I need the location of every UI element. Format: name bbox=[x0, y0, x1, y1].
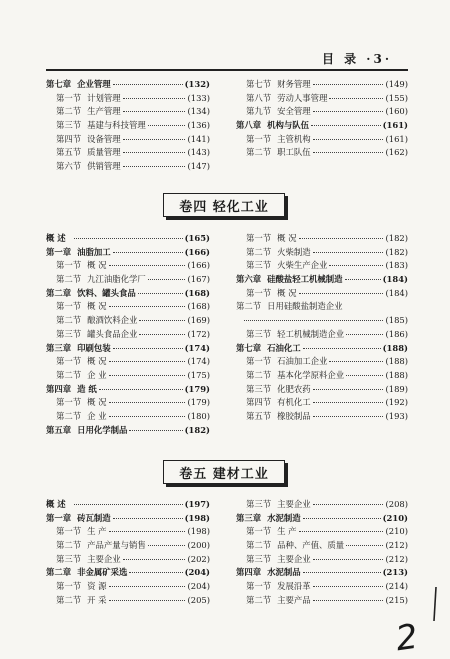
toc-entry-label: 第二节 bbox=[246, 540, 272, 551]
toc-entry-page: (174) bbox=[184, 342, 210, 353]
toc-section-entry bbox=[46, 553, 210, 567]
toc-entry-page: (204) bbox=[187, 581, 210, 592]
toc-section-entry bbox=[236, 580, 408, 594]
dot-leader bbox=[313, 504, 384, 505]
toc-entry-page: (160) bbox=[385, 106, 408, 117]
dot-leader bbox=[299, 238, 384, 239]
toc-section-entry bbox=[236, 396, 408, 410]
toc-section-entry bbox=[236, 314, 408, 328]
toc-entry-page: (174) bbox=[187, 356, 210, 367]
toc-section-entry bbox=[46, 160, 210, 174]
toc-section-entry bbox=[46, 369, 210, 383]
toc-entry-title: 品种、产值、质量 bbox=[277, 540, 345, 551]
toc-section-entry bbox=[236, 287, 408, 301]
toc-entry-page: (168) bbox=[187, 301, 210, 312]
dot-leader bbox=[109, 265, 186, 266]
toc-entry-label: 第三节 bbox=[246, 383, 272, 394]
toc-entry-page: (198) bbox=[187, 526, 210, 537]
toc-entry-title: 概 况 bbox=[87, 260, 107, 271]
toc-entry-page: (193) bbox=[385, 410, 408, 421]
toc-entry-label: 第二节 bbox=[56, 315, 82, 326]
toc-entry-title: 有机化工 bbox=[277, 397, 311, 408]
toc-section-entry bbox=[236, 410, 408, 424]
dot-leader bbox=[148, 125, 186, 126]
toc-entry-title: 概 况 bbox=[277, 233, 297, 243]
toc-entry-page: (143) bbox=[187, 147, 210, 158]
toc-entry-title: 罐头食品企业 bbox=[87, 328, 138, 339]
dot-leader bbox=[346, 545, 383, 546]
toc-entry-page: (208) bbox=[385, 499, 408, 509]
toc-section-entry bbox=[46, 259, 210, 273]
toc-section-entry bbox=[236, 383, 408, 397]
toc-block-building-materials bbox=[46, 498, 408, 608]
toc-section-entry bbox=[236, 259, 408, 273]
toc-entry-page: (198) bbox=[184, 512, 210, 523]
dot-leader bbox=[299, 293, 384, 294]
toc-entry-label: 第一节 bbox=[246, 133, 272, 144]
toc-entry-label: 第六节 bbox=[56, 161, 82, 172]
toc-chapter-entry bbox=[46, 383, 210, 397]
dot-leader bbox=[109, 361, 186, 362]
dot-leader bbox=[303, 348, 381, 349]
dot-leader bbox=[329, 265, 383, 266]
toc-entry-label: 第一节 bbox=[246, 287, 272, 298]
header-rule bbox=[46, 69, 408, 71]
toc-entry-label: 第九节 bbox=[246, 106, 272, 117]
toc-entry-title: 设备管理 bbox=[87, 133, 121, 144]
toc-entry-label: 第二节 bbox=[56, 274, 82, 285]
toc-entry-title: 主要企业 bbox=[87, 553, 121, 564]
toc-section-entry bbox=[236, 78, 408, 92]
toc-section-entry bbox=[236, 369, 408, 383]
toc-section-entry bbox=[236, 92, 408, 106]
toc-entry-title: 非金属矿采选 bbox=[77, 567, 128, 578]
toc-section-entry bbox=[236, 133, 408, 147]
toc-entry-label: 第一节 bbox=[246, 526, 272, 537]
toc-entry-title: 火柴生产企业 bbox=[277, 260, 328, 271]
toc-entry-page: (184) bbox=[385, 287, 408, 298]
toc-section-entry bbox=[236, 300, 408, 314]
toc-entry-label: 第一节 bbox=[56, 301, 82, 312]
dot-leader bbox=[313, 389, 384, 390]
dot-leader bbox=[345, 279, 381, 280]
dot-leader bbox=[123, 111, 186, 112]
toc-entry-title: 石油加工企业 bbox=[277, 356, 328, 367]
toc-entry-title: 发展沿革 bbox=[277, 581, 311, 592]
toc-entry-page: (197) bbox=[184, 499, 210, 509]
toc-entry-title: 概 况 bbox=[87, 356, 107, 367]
toc-entry-label: 第二节 bbox=[56, 369, 82, 380]
dot-leader bbox=[139, 334, 185, 335]
toc-block-industry-management bbox=[46, 78, 408, 174]
toc-entry-label: 第三节 bbox=[246, 553, 272, 564]
toc-chapter-entry bbox=[46, 512, 210, 526]
toc-entry-title: 主要企业 bbox=[277, 553, 311, 564]
dot-leader bbox=[313, 600, 384, 601]
toc-entry-page: (155) bbox=[385, 92, 408, 103]
toc-entry-page: (161) bbox=[382, 120, 408, 131]
toc-entry-page: (167) bbox=[187, 274, 210, 285]
toc-entry-label: 第三节 bbox=[56, 120, 82, 131]
dot-leader bbox=[303, 518, 381, 519]
toc-entry-page: (175) bbox=[187, 369, 210, 380]
toc-entry-label: 第一节 bbox=[56, 397, 82, 408]
toc-entry-page: (136) bbox=[187, 120, 210, 131]
toc-entry-page: (205) bbox=[187, 594, 210, 605]
dot-leader bbox=[311, 125, 381, 126]
toc-entry-page: (182) bbox=[385, 246, 408, 257]
toc-section-entry bbox=[46, 105, 210, 119]
toc-entry-label: 第一节 bbox=[246, 233, 272, 243]
toc-section-entry bbox=[46, 146, 210, 160]
toc-column-right bbox=[236, 498, 408, 608]
toc-section-entry bbox=[236, 525, 408, 539]
toc-entry-title: 概 况 bbox=[277, 287, 297, 298]
toc-column-right bbox=[236, 232, 408, 437]
toc-entry-label: 第二节 bbox=[236, 301, 262, 312]
toc-section-entry bbox=[236, 355, 408, 369]
toc-section-entry bbox=[236, 105, 408, 119]
toc-entry-title: 硅酸盐轻工机械制造 bbox=[267, 274, 343, 285]
toc-entry-label: 概 述 bbox=[46, 499, 66, 509]
toc-entry-page: (184) bbox=[382, 274, 408, 285]
toc-section-entry bbox=[236, 232, 408, 246]
toc-chapter-entry bbox=[236, 119, 408, 133]
dot-leader bbox=[109, 375, 186, 376]
toc-entry-title: 生产管理 bbox=[87, 106, 121, 117]
dot-leader bbox=[313, 559, 384, 560]
toc-entry-label: 第一节 bbox=[246, 356, 272, 367]
toc-entry-page: (202) bbox=[187, 553, 210, 564]
dot-leader bbox=[303, 572, 381, 573]
toc-section-entry bbox=[46, 119, 210, 133]
toc-entry-title: 油脂加工 bbox=[77, 246, 111, 257]
toc-entry-label: 第二节 bbox=[56, 106, 82, 117]
toc-entry-page: (189) bbox=[385, 383, 408, 394]
toc-entry-page: (185) bbox=[385, 315, 408, 326]
toc-entry-label: 第一节 bbox=[56, 92, 82, 103]
dot-leader bbox=[109, 531, 186, 532]
toc-entry-title: 主管机构 bbox=[277, 133, 311, 144]
toc-section-entry bbox=[236, 498, 408, 512]
toc-entry-label: 第三章 bbox=[46, 342, 72, 353]
toc-entry-label: 第五节 bbox=[246, 410, 272, 421]
dot-leader bbox=[299, 531, 384, 532]
toc-chapter-entry bbox=[46, 287, 210, 301]
dot-leader bbox=[113, 252, 183, 253]
toc-entry-label: 第二章 bbox=[46, 287, 72, 298]
dot-leader bbox=[346, 334, 383, 335]
dot-leader bbox=[113, 84, 183, 85]
toc-section-entry bbox=[236, 246, 408, 260]
toc-entry-label: 第四章 bbox=[46, 383, 72, 394]
toc-entry-page: (183) bbox=[385, 260, 408, 271]
toc-entry-page: (182) bbox=[184, 424, 210, 435]
toc-entry-title: 生 产 bbox=[87, 526, 107, 537]
toc-entry-page: (210) bbox=[382, 512, 408, 523]
toc-entry-title: 印刷包装 bbox=[77, 342, 111, 353]
toc-block-light-chemical bbox=[46, 232, 408, 437]
toc-chapter-entry bbox=[46, 566, 210, 580]
page-header: 目 录 ·3· bbox=[321, 52, 392, 66]
toc-entry-title: 企 业 bbox=[87, 369, 107, 380]
toc-section-entry bbox=[46, 314, 210, 328]
toc-entry-label: 第三节 bbox=[56, 328, 82, 339]
toc-entry-title: 基本化学原料企业 bbox=[277, 369, 345, 380]
dot-leader bbox=[313, 416, 384, 417]
toc-entry-label: 第三节 bbox=[246, 499, 272, 509]
dot-leader bbox=[129, 572, 182, 573]
toc-entry-title: 砖瓦制造 bbox=[77, 512, 111, 523]
toc-section-entry bbox=[46, 580, 210, 594]
dot-leader bbox=[244, 320, 383, 321]
toc-entry-label: 第二节 bbox=[246, 369, 272, 380]
toc-section-entry bbox=[46, 300, 210, 314]
dot-leader bbox=[123, 98, 186, 99]
toc-entry-page: (180) bbox=[187, 410, 210, 421]
toc-entry-title: 概 况 bbox=[87, 397, 107, 408]
dot-leader bbox=[123, 152, 186, 153]
toc-entry-page: (186) bbox=[385, 328, 408, 339]
toc-entry-title: 企 业 bbox=[87, 410, 107, 421]
toc-entry-title: 九江油脂化学厂 bbox=[87, 274, 146, 285]
toc-entry-page: (188) bbox=[382, 342, 408, 353]
toc-chapter-entry bbox=[46, 424, 210, 438]
toc-entry-label: 第二节 bbox=[56, 410, 82, 421]
dot-leader bbox=[313, 84, 384, 85]
toc-entry-page: (179) bbox=[184, 383, 210, 394]
toc-entry-label: 第七章 bbox=[236, 342, 262, 353]
toc-entry-page: (182) bbox=[385, 233, 408, 243]
toc-section-entry bbox=[236, 328, 408, 342]
toc-chapter-entry bbox=[46, 78, 210, 92]
toc-entry-title: 机构与队伍 bbox=[267, 120, 309, 131]
dot-leader bbox=[109, 402, 186, 403]
dot-leader bbox=[313, 252, 384, 253]
dot-leader bbox=[99, 389, 183, 390]
toc-entry-title: 水泥制造 bbox=[267, 512, 301, 523]
toc-entry-page: (168) bbox=[184, 287, 210, 298]
toc-entry-page: (179) bbox=[187, 397, 210, 408]
toc-entry-label: 第三章 bbox=[236, 512, 262, 523]
volume-title-building-materials: 卷五 建材工业 bbox=[163, 460, 285, 484]
toc-entry-label: 第六章 bbox=[236, 274, 262, 285]
dot-leader bbox=[123, 166, 186, 167]
toc-entry-label: 第一节 bbox=[56, 260, 82, 271]
toc-entry-title: 计划管理 bbox=[87, 92, 121, 103]
toc-entry-label: 第八章 bbox=[236, 120, 262, 131]
toc-entry-page: (162) bbox=[385, 147, 408, 158]
toc-entry-title: 饮料、罐头食品 bbox=[77, 287, 136, 298]
toc-entry-label: 第三节 bbox=[56, 553, 82, 564]
toc-entry-page: (210) bbox=[385, 526, 408, 537]
toc-entry-title: 质量管理 bbox=[87, 147, 121, 158]
toc-entry-page: (212) bbox=[385, 540, 408, 551]
dot-leader bbox=[139, 320, 185, 321]
toc-entry-label: 第二章 bbox=[46, 567, 72, 578]
toc-section-entry bbox=[46, 594, 210, 608]
toc-entry-page: (133) bbox=[187, 92, 210, 103]
toc-entry-title: 产品产量与销售 bbox=[87, 540, 146, 551]
dot-leader bbox=[329, 98, 383, 99]
toc-entry-label: 第一节 bbox=[56, 356, 82, 367]
toc-entry-title: 生 产 bbox=[277, 526, 297, 537]
toc-entry-page: (166) bbox=[184, 246, 210, 257]
toc-entry-label: 第二节 bbox=[246, 594, 272, 605]
toc-entry-page: (166) bbox=[187, 260, 210, 271]
toc-entry-page: (141) bbox=[187, 133, 210, 144]
toc-entry-title: 火柴制造 bbox=[277, 246, 311, 257]
handwritten-number: 2 bbox=[393, 616, 421, 659]
toc-entry-label: 第一节 bbox=[56, 526, 82, 537]
toc-entry-page: (147) bbox=[187, 161, 210, 172]
toc-entry-page: (204) bbox=[184, 567, 210, 578]
toc-entry-title: 化肥农药 bbox=[277, 383, 311, 394]
toc-section-entry bbox=[46, 355, 210, 369]
toc-entry-title: 资 源 bbox=[87, 581, 107, 592]
dot-leader bbox=[313, 402, 384, 403]
dot-leader bbox=[109, 416, 186, 417]
toc-chapter-entry bbox=[236, 342, 408, 356]
toc-entry-title: 水泥制品 bbox=[267, 567, 301, 578]
toc-entry-label: 第二节 bbox=[56, 540, 82, 551]
toc-entry-title: 劳动人事管理 bbox=[277, 92, 328, 103]
toc-section-entry bbox=[46, 92, 210, 106]
toc-column-left bbox=[46, 498, 210, 608]
toc-section-entry bbox=[46, 525, 210, 539]
dot-leader bbox=[123, 139, 186, 140]
toc-entry-page: (213) bbox=[382, 567, 408, 578]
dot-leader bbox=[329, 361, 383, 362]
toc-entry-label: 第四节 bbox=[56, 133, 82, 144]
dot-leader bbox=[109, 586, 186, 587]
toc-chapter-entry bbox=[236, 512, 408, 526]
toc-entry-page: (212) bbox=[385, 553, 408, 564]
toc-entry-label: 第八节 bbox=[246, 92, 272, 103]
toc-section-entry bbox=[236, 594, 408, 608]
toc-section-entry bbox=[46, 328, 210, 342]
toc-entry-page: (169) bbox=[187, 315, 210, 326]
toc-entry-label: 第五节 bbox=[56, 147, 82, 158]
dot-leader bbox=[113, 348, 183, 349]
dot-leader bbox=[313, 111, 384, 112]
toc-entry-page: (132) bbox=[184, 79, 210, 89]
toc-entry-title: 石油化工 bbox=[267, 342, 301, 353]
dot-leader bbox=[129, 430, 182, 431]
toc-entry-title: 供销管理 bbox=[87, 161, 121, 172]
toc-entry-page: (214) bbox=[385, 581, 408, 592]
toc-entry-label: 第二节 bbox=[56, 594, 82, 605]
toc-section-entry bbox=[46, 396, 210, 410]
toc-entry-page: (188) bbox=[385, 369, 408, 380]
volume-title-light-chemical: 卷四 轻化工业 bbox=[163, 193, 285, 217]
toc-chapter-entry bbox=[236, 566, 408, 580]
toc-entry-label: 第一章 bbox=[46, 512, 72, 523]
toc-entry-page: (188) bbox=[385, 356, 408, 367]
dot-leader bbox=[138, 293, 183, 294]
toc-section-entry bbox=[46, 410, 210, 424]
toc-entry-title: 概 况 bbox=[87, 301, 107, 312]
toc-entry-label: 第一节 bbox=[56, 581, 82, 592]
toc-entry-title: 轻工机械制造企业 bbox=[277, 328, 345, 339]
toc-entry-label: 第五章 bbox=[46, 424, 72, 435]
dot-leader bbox=[313, 152, 384, 153]
toc-entry-label: 第一节 bbox=[246, 581, 272, 592]
toc-entry-label: 第二节 bbox=[246, 246, 272, 257]
dot-leader bbox=[148, 545, 186, 546]
toc-entry-label: 第四节 bbox=[246, 397, 272, 408]
toc-column-left bbox=[46, 232, 210, 437]
toc-entry-title: 安全管理 bbox=[277, 106, 311, 117]
dot-leader bbox=[74, 238, 183, 239]
toc-entry-label: 第二节 bbox=[246, 147, 272, 158]
toc-entry-label: 第三节 bbox=[246, 260, 272, 271]
toc-entry-title: 日用化学制品 bbox=[77, 424, 128, 435]
dot-leader bbox=[346, 375, 383, 376]
toc-chapter-entry bbox=[46, 498, 210, 512]
dot-leader bbox=[313, 139, 384, 140]
toc-entry-title: 日用硅酸盐制造企业 bbox=[267, 301, 343, 312]
toc-entry-title: 橡胶制品 bbox=[277, 410, 311, 421]
toc-entry-title: 财务管理 bbox=[277, 79, 311, 89]
toc-entry-title: 主要企业 bbox=[277, 499, 311, 509]
toc-section-entry bbox=[236, 553, 408, 567]
toc-entry-title: 主要产品 bbox=[277, 594, 311, 605]
dot-leader bbox=[113, 518, 183, 519]
toc-entry-label: 第四章 bbox=[236, 567, 262, 578]
handwritten-mark bbox=[433, 586, 437, 622]
toc-chapter-entry bbox=[236, 273, 408, 287]
toc-entry-label: 第七节 bbox=[246, 79, 272, 89]
toc-entry-page: (192) bbox=[385, 397, 408, 408]
toc-entry-page: (161) bbox=[385, 133, 408, 144]
toc-chapter-entry bbox=[46, 232, 210, 246]
toc-entry-title: 基建与科技管理 bbox=[87, 120, 146, 131]
toc-entry-page: (165) bbox=[184, 233, 210, 243]
dot-leader bbox=[109, 600, 186, 601]
toc-entry-title: 开 采 bbox=[87, 594, 107, 605]
toc-entry-page: (200) bbox=[187, 540, 210, 551]
toc-entry-label: 第三节 bbox=[246, 328, 272, 339]
toc-section-entry bbox=[236, 539, 408, 553]
toc-entry-title: 职工队伍 bbox=[277, 147, 311, 158]
toc-section-entry bbox=[46, 133, 210, 147]
dot-leader bbox=[74, 504, 183, 505]
toc-entry-label: 第七章 bbox=[46, 79, 72, 89]
toc-chapter-entry bbox=[46, 246, 210, 260]
toc-column-left bbox=[46, 78, 210, 174]
toc-entry-page: (149) bbox=[385, 79, 408, 89]
dot-leader bbox=[109, 306, 186, 307]
toc-entry-label: 概 述 bbox=[46, 233, 66, 243]
dot-leader bbox=[148, 279, 186, 280]
toc-column-right bbox=[236, 78, 408, 174]
toc-section-entry bbox=[236, 146, 408, 160]
dot-leader bbox=[123, 559, 186, 560]
toc-entry-page: (172) bbox=[187, 328, 210, 339]
toc-section-entry bbox=[46, 539, 210, 553]
toc-entry-label: 第一章 bbox=[46, 246, 72, 257]
toc-entry-page: (134) bbox=[187, 106, 210, 117]
dot-leader bbox=[313, 586, 384, 587]
toc-entry-title: 企业管理 bbox=[77, 79, 111, 89]
toc-entry-title: 造 纸 bbox=[77, 383, 97, 394]
toc-section-entry bbox=[46, 273, 210, 287]
toc-chapter-entry bbox=[46, 342, 210, 356]
toc-entry-page: (215) bbox=[385, 594, 408, 605]
toc-entry-title: 酿酒饮料企业 bbox=[87, 315, 138, 326]
